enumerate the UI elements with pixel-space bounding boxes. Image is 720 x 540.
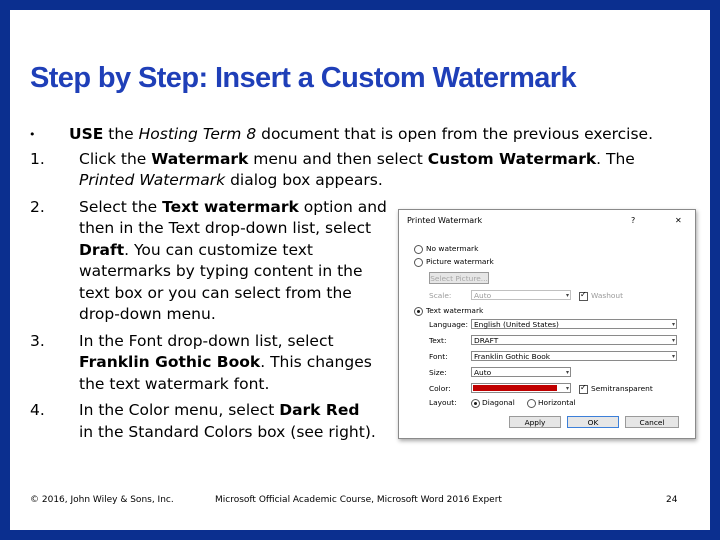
step-4-number: 4. [30,401,45,419]
footer-page-number: 24 [666,495,678,505]
apply-button[interactable]: Apply [509,416,561,428]
chevron-down-icon: ▾ [671,321,675,328]
footer-copyright: © 2016, John Wiley & Sons, Inc. [30,495,174,505]
step-3-line-1: In the Font drop-down list, select [79,332,334,350]
printed-watermark-dialog [398,209,696,439]
text-watermark-label: Text watermark [426,306,484,315]
chevron-down-icon: ▾ [565,369,569,376]
picture-watermark-label: Picture watermark [426,257,494,266]
step-1-line-2: Printed Watermark dialog box appears. [79,171,383,189]
chevron-down-icon: ▾ [565,385,569,392]
footer-course: Microsoft Official Academic Course, Microsoft Word 2016 Expert [215,495,502,505]
size-label: Size: [429,368,447,377]
no-watermark-label: No watermark [426,244,479,253]
chevron-down-icon: ▾ [671,337,675,344]
select-picture-button[interactable]: Select Picture... [430,274,488,283]
cancel-button[interactable]: Cancel [625,416,679,428]
step-4-line-1: In the Color menu, select Dark Red [79,401,360,419]
scale-label: Scale: [429,291,452,300]
color-label: Color: [429,384,451,393]
language-label: Language: [429,320,468,329]
step-2-number: 2. [30,198,45,216]
text-select[interactable]: DRAFT ▾ [471,335,677,345]
step-3-line-2: Franklin Gothic Book. This changes [79,353,372,371]
help-button[interactable]: ? [631,216,636,225]
step-2-line-2: then in the Text drop-down list, select [79,219,372,237]
size-select[interactable]: Auto ▾ [471,367,571,377]
diagonal-label: Diagonal [482,398,515,407]
ok-button[interactable]: OK [567,416,619,428]
color-swatch [473,385,557,391]
step-1-line-1: Click the Watermark menu and then select Custom Watermark. The [79,150,635,168]
step-2-line-5: text box or you can select from the [79,284,352,302]
washout-checkbox[interactable] [579,292,588,301]
semitransparent-checkbox[interactable] [579,385,588,394]
slide-title: Step by Step: Insert a Custom Watermark [30,62,576,94]
intro-line: USE the Hosting Term 8 document that is open from the previous exercise. [69,125,654,143]
picture-watermark-radio[interactable] [414,258,423,267]
step-2-line-6: drop-down menu. [79,305,216,323]
step-2-line-3: Draft. You can customize text [79,241,313,259]
horizontal-label: Horizontal [538,398,576,407]
step-3-line-3: the text watermark font. [79,375,270,393]
font-select[interactable]: Franklin Gothic Book ▾ [471,351,677,361]
chevron-down-icon: ▾ [671,353,675,360]
step-4-line-2: in the Standard Colors box (see right). [79,423,376,441]
step-2-line-4: watermarks by typing content in the [79,262,363,280]
step-2-line-1: Select the Text watermark option and [79,198,387,216]
font-label: Font: [429,352,448,361]
text-watermark-radio[interactable] [414,307,423,316]
diagonal-radio[interactable] [471,399,480,408]
close-icon[interactable]: ✕ [675,216,682,225]
horizontal-radio[interactable] [527,399,536,408]
color-select[interactable] [471,383,571,393]
layout-label: Layout: [429,398,457,407]
washout-label: Washout [591,291,624,300]
dialog-title: Printed Watermark [407,216,483,225]
text-label: Text: [429,336,447,345]
step-3-number: 3. [30,332,45,350]
chevron-down-icon: ▾ [565,292,569,299]
semitransparent-label: Semitransparent [591,384,653,393]
step-1-number: 1. [30,150,45,168]
bullet-marker: • [29,128,36,141]
scale-select[interactable]: Auto ▾ [471,290,571,300]
language-select[interactable]: English (United States) ▾ [471,319,677,329]
no-watermark-radio[interactable] [414,245,423,254]
